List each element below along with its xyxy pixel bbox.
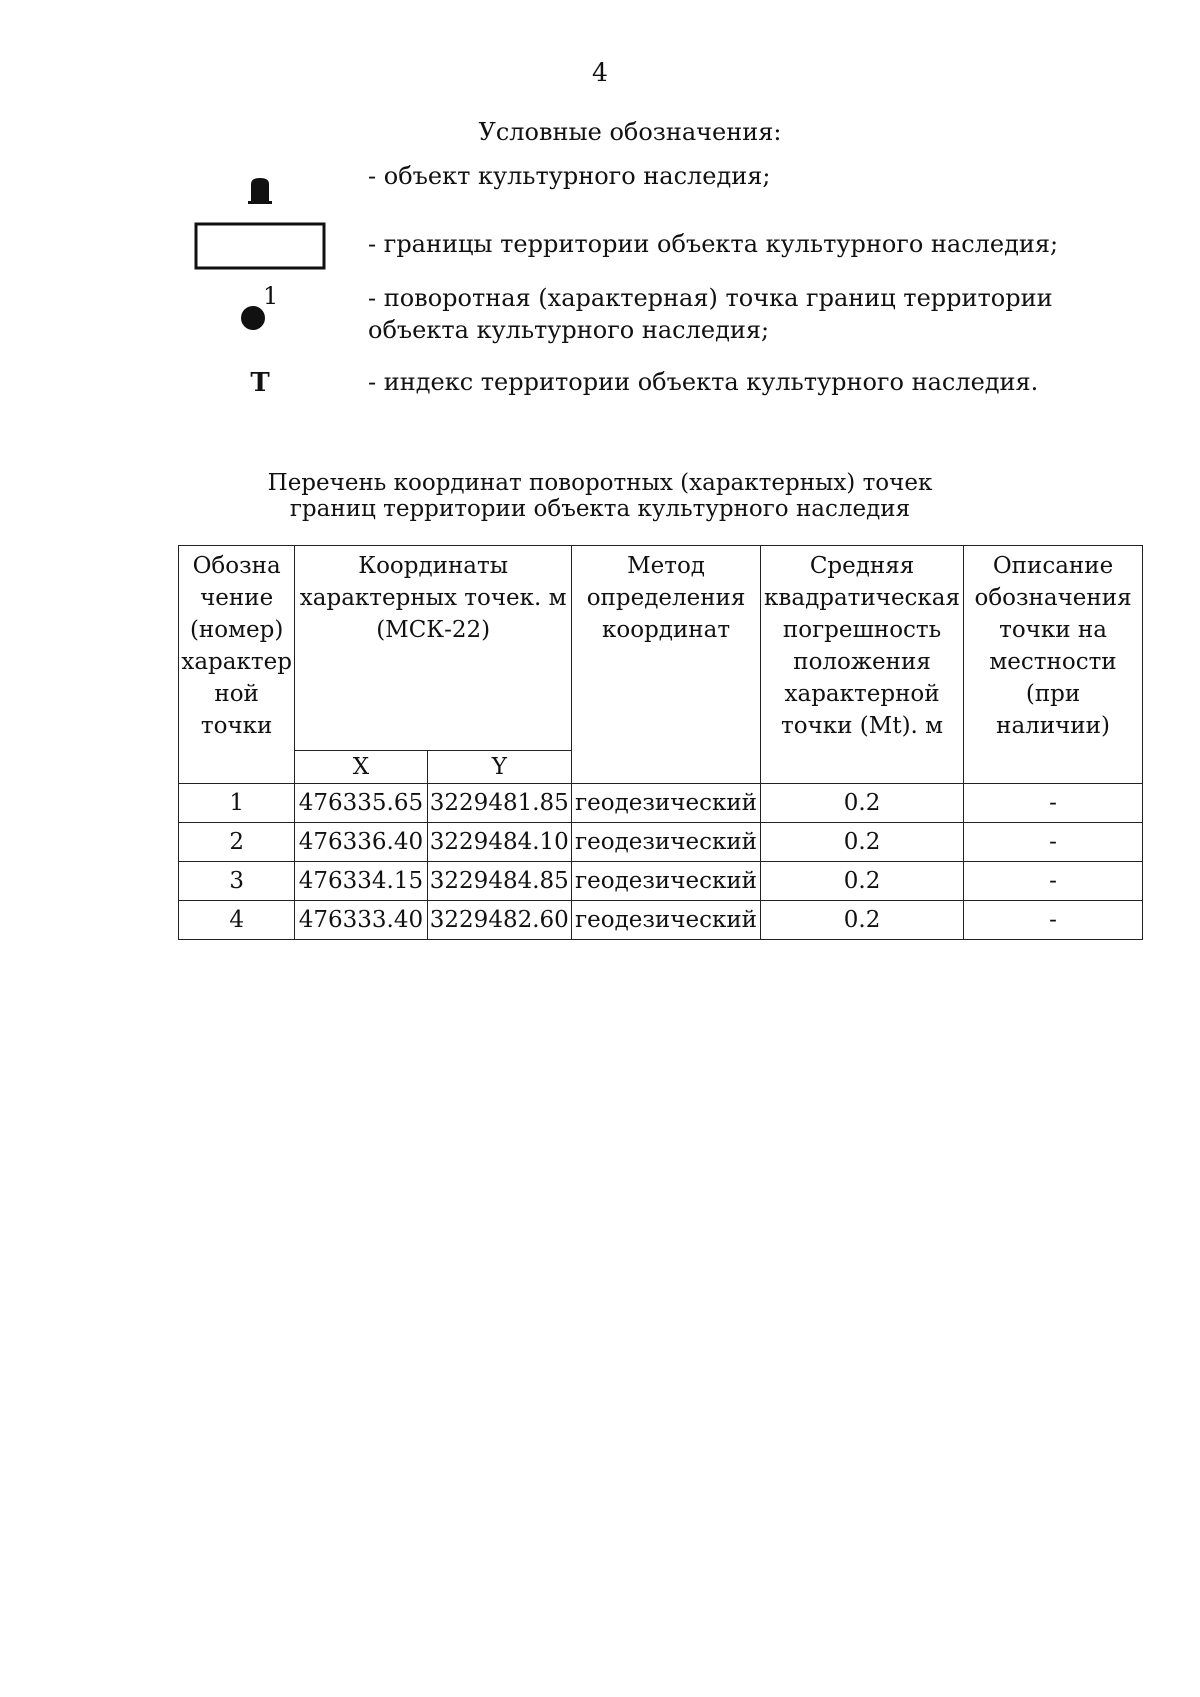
coordinates-table	[178, 545, 1143, 940]
cell-description: -	[964, 784, 1143, 823]
cell-method: геодезический	[572, 823, 761, 862]
header-description: Описание обозначения точки на местности (при наличии)	[964, 546, 1143, 784]
legend-text: - границы территории объекта культурного наследия;	[368, 230, 1059, 258]
cell-number: 4	[179, 901, 295, 940]
cell-x: 476334.15	[295, 862, 427, 901]
cell-y: 3229481.85	[427, 784, 572, 823]
legend-title: Условные обозначения:	[478, 118, 782, 146]
page-number: 4	[592, 58, 608, 87]
cell-error: 0.2	[761, 862, 964, 901]
cell-x: 476336.40	[295, 823, 427, 862]
heritage-object-icon	[190, 160, 330, 220]
territory-boundary-icon	[190, 216, 330, 276]
legend-text: - поворотная (характерная) точка границ территории объекта культурного наследия;	[368, 284, 1053, 344]
turning-point-icon	[190, 282, 330, 342]
cell-y: 3229482.60	[427, 901, 572, 940]
cell-x: 476333.40	[295, 901, 427, 940]
header-error: Средняя квадратическая погрешность положения характерной точки (Mt). м	[761, 546, 964, 784]
table-title-line1: Перечень координат поворотных (характерных) точек	[267, 470, 933, 496]
cell-method: геодезический	[572, 784, 761, 823]
header-x: X	[295, 751, 427, 784]
territory-index-icon	[190, 366, 330, 400]
cell-number: 3	[179, 862, 295, 901]
cell-description: -	[964, 862, 1143, 901]
cell-y: 3229484.85	[427, 862, 572, 901]
legend-text: - объект культурного наследия;	[368, 162, 771, 190]
table-row	[179, 784, 1143, 823]
header-y: Y	[427, 751, 572, 784]
cell-y: 3229484.10	[427, 823, 572, 862]
table-row	[179, 862, 1143, 901]
header-method: Метод определения координат	[572, 546, 761, 784]
cell-number: 2	[179, 823, 295, 862]
cell-x: 476335.65	[295, 784, 427, 823]
cell-description: -	[964, 901, 1143, 940]
territory-index-label: Т	[250, 368, 270, 398]
cell-error: 0.2	[761, 823, 964, 862]
cell-error: 0.2	[761, 784, 964, 823]
table-header-row	[179, 546, 1143, 751]
table-row	[179, 901, 1143, 940]
cell-description: -	[964, 823, 1143, 862]
cell-number: 1	[179, 784, 295, 823]
header-number: Обозна чение (номер) характер ной точки	[179, 546, 295, 784]
table-title	[0, 470, 1200, 522]
header-coordinates: Координаты характерных точек. м (МСК-22)	[295, 546, 572, 751]
table-row	[179, 823, 1143, 862]
legend-text: - индекс территории объекта культурного наследия.	[368, 368, 1039, 396]
turning-point-label: 1	[263, 282, 279, 310]
cell-method: геодезический	[572, 901, 761, 940]
cell-method: геодезический	[572, 862, 761, 901]
cell-error: 0.2	[761, 901, 964, 940]
table-title-line2: границ территории объекта культурного наследия	[289, 496, 911, 522]
